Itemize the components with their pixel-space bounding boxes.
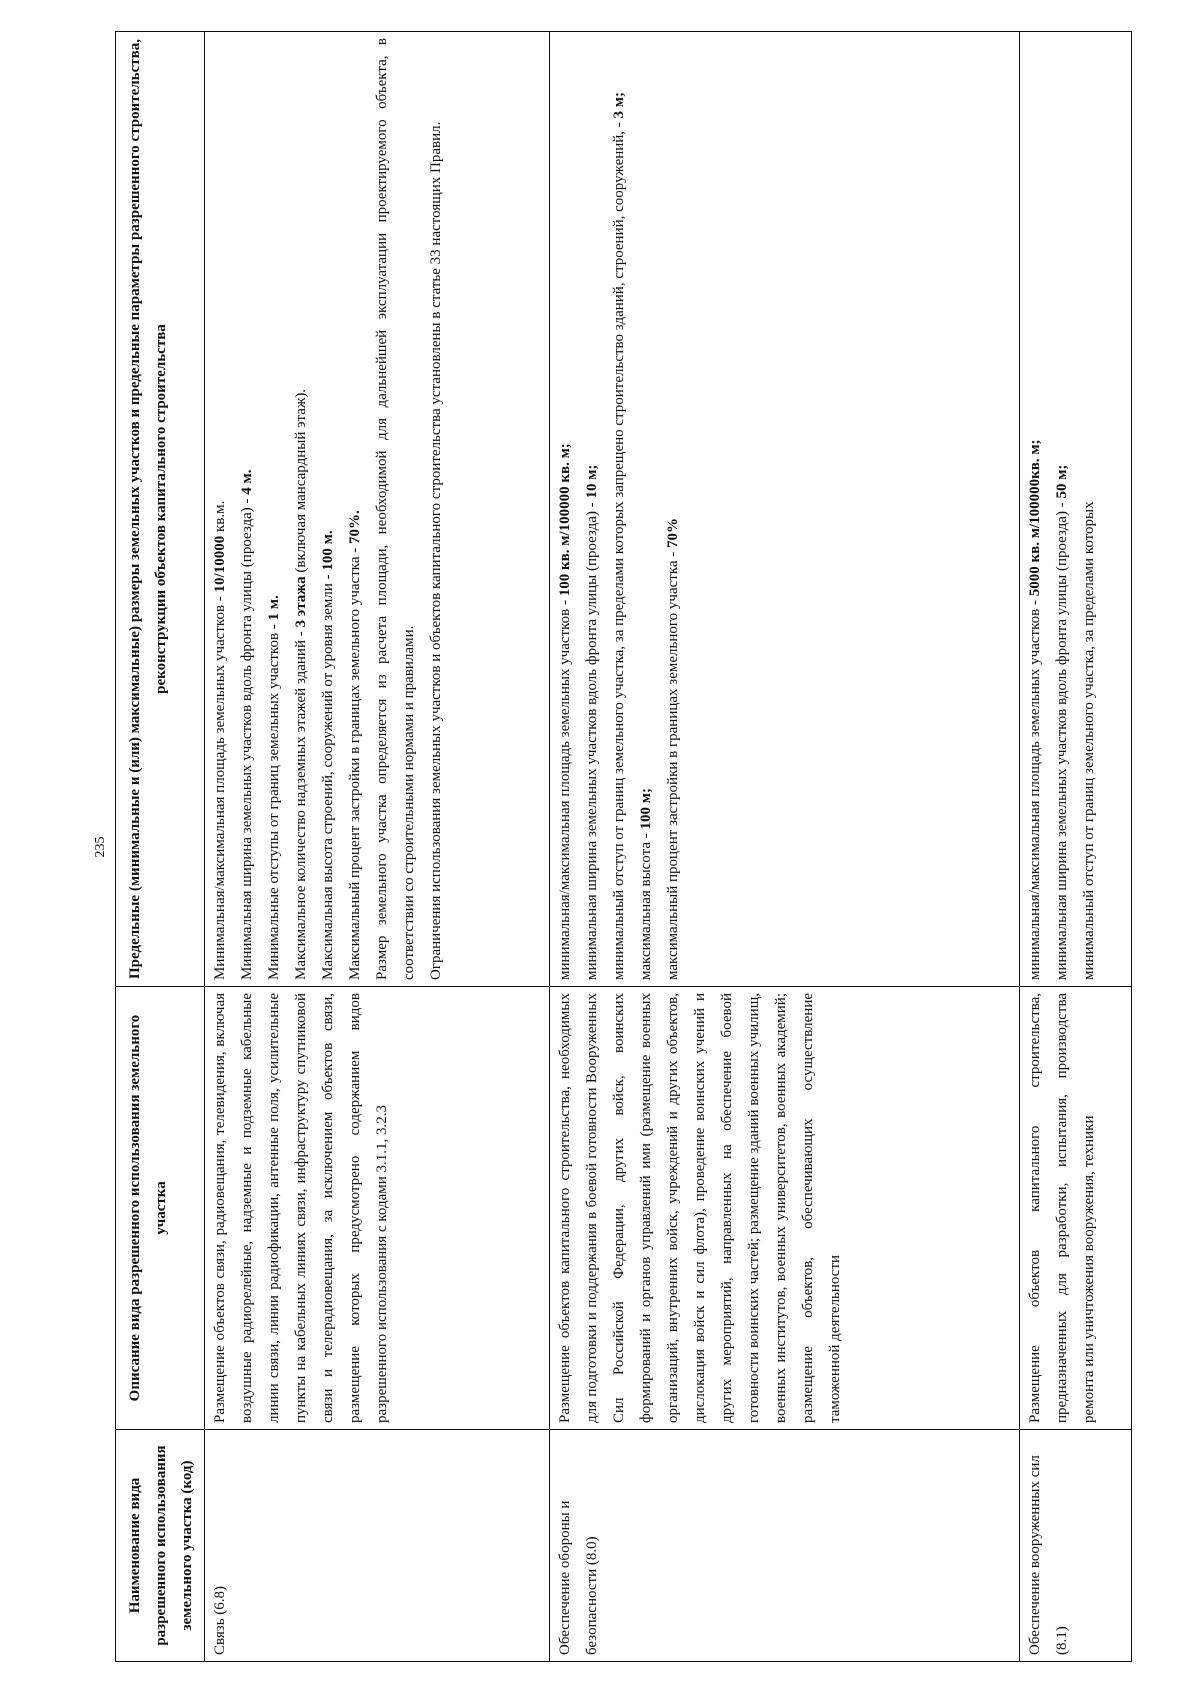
parameter-line: Минимальная ширина земельных участков вдоль фронта улицы (проезда) - 4 м. [239,469,255,980]
parameter-line: минимальная/максимальная площадь земельных участков - 100 кв. м/100000 кв. м; [557,443,573,980]
table-header-row [116,32,205,1662]
parameter-line: Минимальная/максимальная площадь земельных участков - 10/10000 кв.м. [212,500,228,980]
parameter-line: Максимальное количество надземных этажей зданий - 3 этажа (включая мансардный этаж). [293,388,309,980]
rotated-page-content [85,32,1115,1662]
row-name: Обеспечение обороны и безопасности (8.0) [550,1430,1020,1662]
row-description: Размещение объектов капитального строительства, предназначенных для разработки, испытания, производства ремонта или уничтожения вооружения, техники [1020,987,1132,1430]
row-name: Связь (6.8) [205,1430,550,1662]
row-description: Размещение объектов связи, радиовещания, телевидения, включая воздушные радиорелейные, надземные и подземные кабельные линии связи, линии радиофикации, антенные поля, усилительные пункты на кабельных линиях связи, инфраструктуру спутниковой связи и телерадиовещания, за исключением объектов связи, размещение которых предусмотрено содержанием видов разрешенного использования с кодами 3.1.1, 3.2.3 [205,987,550,1430]
parameter-line: минимальная/максимальная площадь земельных участков - 5000 кв. м/100000кв. м; [1027,439,1043,980]
parameter-line: максимальный процент застройки в границах земельного участка - 70% [665,517,681,980]
regulations-table [115,31,1132,1662]
row-parameters [550,32,1020,987]
column-header-name: Наименование вида разрешенного использования земельного участка (код) [116,1430,205,1662]
row-parameters [1020,32,1132,987]
column-header-parameters: Предельные (минимальные и (или) максимальные) размеры земельных участков и предельные параметры разрешенного строительства, реконструкции объектов капитального строительства [116,32,205,987]
parameter-line: Максимальный процент застройки в границах земельного участка - 70%. [347,510,363,980]
parameter-line: Минимальные отступы от границ земельных участков - 1 м. [266,595,282,980]
table-row [1020,32,1132,1662]
parameter-line: максимальная высота - 100 м; [638,788,654,980]
row-parameters [205,32,550,987]
table-row [550,32,1020,1662]
column-header-description: Описание вида разрешенного использования земельного участка [116,987,205,1430]
parameter-line: Ограничения использования земельных участков и объектов капитального строительства установлены в статье 33 настоящих Правил. [428,121,444,980]
parameter-line: минимальный отступ от границ земельного участка, за пределами которых [1081,501,1097,980]
parameter-line: Размер земельного участка определяется из расчета площади, необходимой для дальнейшей эксплуатации проектируемого объекта, в соответствии со строительными нормами и правилами. [374,38,417,980]
parameter-line: минимальная ширина земельных участков вдоль фронта улицы (проезда) - 50 м; [1054,464,1070,980]
parameter-line: минимальная ширина земельных участков вдоль фронта улицы (проезда) - 10 м; [584,464,600,980]
parameter-line: минимальный отступ от границ земельного участка, за пределами которых запрещено строительство зданий, строений, сооружений, - 3 м; [611,91,627,980]
page-number: 235 [93,836,108,858]
row-description: Размещение объектов капитального строительства, необходимых для подготовки и поддержания в боевой готовности Вооруженных Сил Российской Федерации, других войск, воинских формирований и органов управлений ими (размещение военных организаций, внутренних войск, учреждений и других объектов, дислокация войск и сил флота), проведение воинских учений и других мероприятий, направленных на обеспечение боевой готовности воинских частей; размещение зданий военных училищ, военных институтов, военных университетов, военных академий; размещение объектов, обеспечивающих осуществление таможенной деятельности [550,987,1020,1430]
parameter-line: Максимальная высота строений, сооружений от уровня земли - 100 м. [320,530,336,980]
table-row [205,32,550,1662]
row-name: Обеспечение вооруженных сил (8.1) [1020,1430,1132,1662]
